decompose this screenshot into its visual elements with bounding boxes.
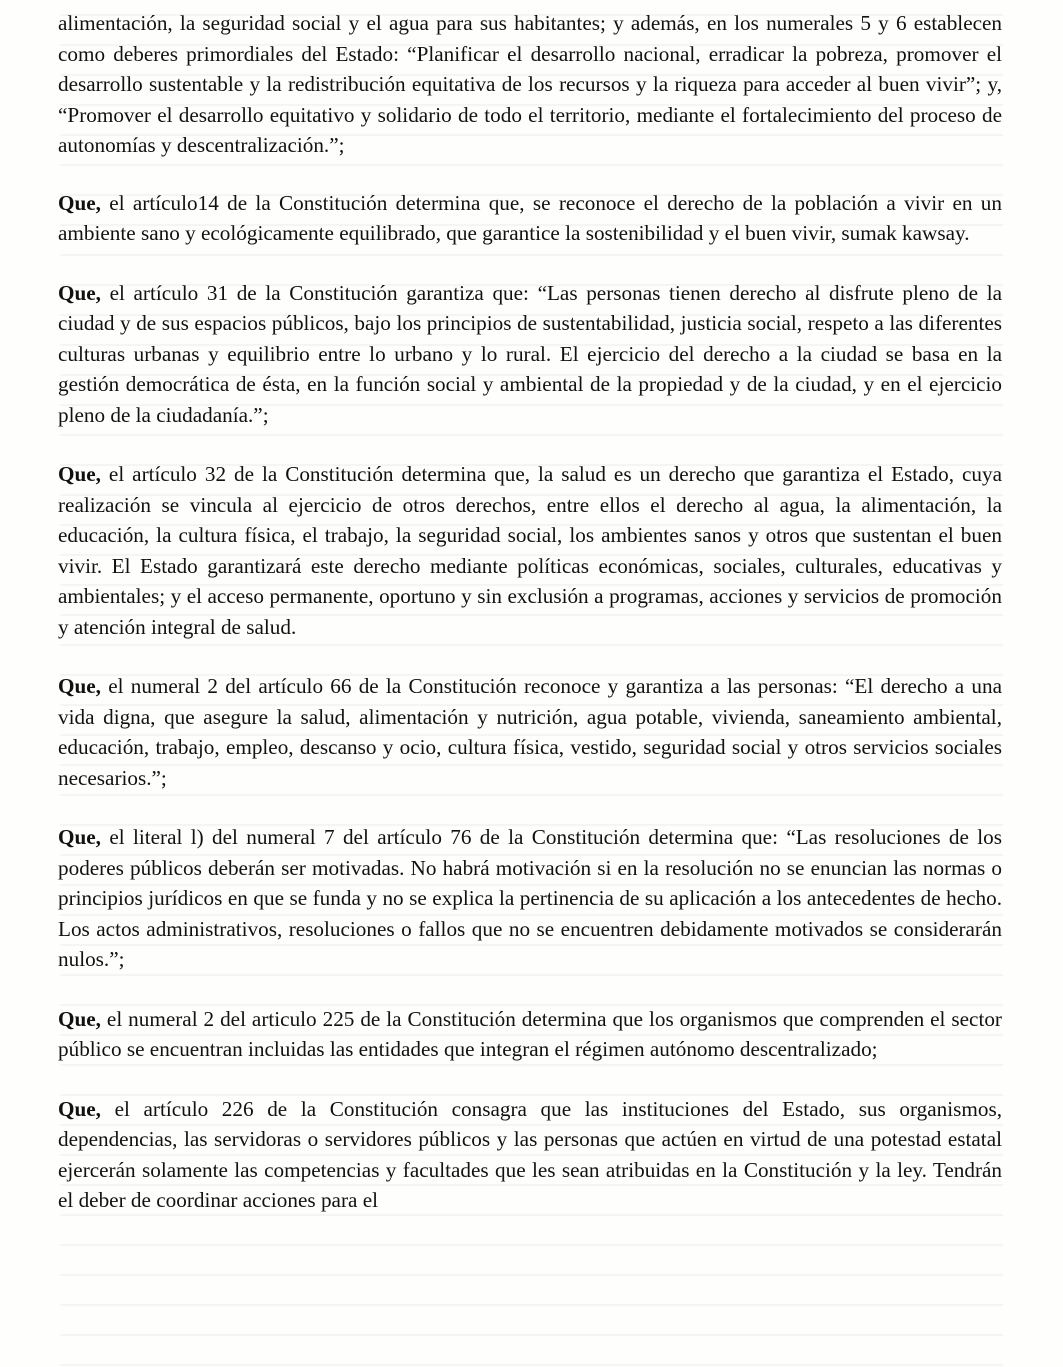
paragraph-lead: Que, — [58, 462, 101, 486]
paragraph-text: el numeral 2 del articulo 225 de la Constitución determina que los organismos que comprenden el sector público se encuentran incluidas las entidades que integran el régimen autónomo descentralizado; — [58, 1006, 1002, 1061]
paragraph-article-226 — [58, 1094, 1002, 1216]
paragraph-lead: Que, — [58, 674, 101, 698]
paragraph-lead: Que, — [58, 1096, 101, 1121]
paragraph-lead: Que, — [58, 280, 101, 305]
paragraph-article-32 — [58, 459, 1002, 642]
paragraph-lead: Que, — [58, 825, 101, 849]
paragraph-article-225 — [58, 1004, 1002, 1065]
paragraph-lead: Que, — [58, 1006, 101, 1031]
paragraph-text: el numeral 2 del artículo 66 de la Constitución reconoce y garantiza a las personas: “El derecho a una vida digna, que asegure la salud, alimentación y nutrición, agua potable, vivienda, saneamiento ambiental, educación, trabajo, empleo, descanso y ocio, cultura física, vestido, seguridad social y otros servicios sociales necesarios.”; — [58, 674, 1002, 790]
paragraph-text: el literal l) del numeral 7 del artículo 76 de la Constitución determina que: “Las resoluciones de los poderes públicos deberán ser motivadas. No habrá motivación si en la resolución no se enuncian las normas o principios jurídicos en que se funda y no se explica la pertinencia de su aplicación a los antecedentes de hecho. Los actos administrativos, resoluciones o fallos que no se encuentren debidamente motivados se considerarán nulos.”; — [58, 825, 1002, 971]
paragraph-article-31 — [58, 278, 1002, 431]
paragraph-text: el artículo14 de la Constitución determina que, se reconoce el derecho de la población a vivir en un ambiente sano y ecológicamente equilibrado, que garantice la sostenibilidad y el buen vivir, sumak kawsay. — [58, 190, 1002, 245]
paragraph-text: alimentación, la seguridad social y el agua para sus habitantes; y además, en los numerales 5 y 6 establecen como deberes primordiales del Estado: “Planificar el desarrollo nacional, erradicar la pobreza, promover el desarrollo sustentable y la redistribución equitativa de los recursos y la riqueza para acceder al buen vivir”; y, “Promover el desarrollo equitativo y solidario de todo el territorio, mediante el fortalecimiento del proceso de autonomías y descentralización.”; — [58, 11, 1002, 157]
paragraph-continuation — [58, 8, 1002, 161]
paragraph-lead: Que, — [58, 190, 101, 215]
document-body — [58, 8, 1002, 1245]
paragraph-article-66 — [58, 671, 1002, 793]
paragraph-article-76 — [58, 822, 1002, 975]
paragraph-text: el artículo 226 de la Constitución consagra que las instituciones del Estado, sus organismos, dependencias, las servidoras o servidores públicos y las personas que actúen en virtud de una potestad estatal ejercerán solamente las competencias y facultades que les sean atribuidas en la Constitución y la ley. Tendrán el deber de coordinar acciones para el — [58, 1096, 1002, 1212]
paragraph-text: el artículo 31 de la Constitución garantiza que: “Las personas tienen derecho al disfrute pleno de la ciudad y de sus espacios públicos, bajo los principios de sustentabilidad, justicia social, respeto a las diferentes culturas urbanas y equilibrio entre lo urbano y lo rural. El ejercicio del derecho a la ciudad se basa en la gestión democrática de ésta, en la función social y ambiental de la propiedad y de la ciudad, y en el ejercicio pleno de la ciudadanía.”; — [58, 280, 1002, 427]
paragraph-text: el artículo 32 de la Constitución determina que, la salud es un derecho que garantiza el Estado, cuya realización se vincula al ejercicio de otros derechos, entre ellos el derecho al agua, la alimentación, la educación, la cultura física, el trabajo, la seguridad social, los ambientes sanos y otros que sustentan el buen vivir. El Estado garantizará este derecho mediante políticas económicas, sociales, culturales, educativas y ambientales; y el acceso permanente, oportuno y sin exclusión a programas, acciones y servicios de promoción y atención integral de salud. — [58, 462, 1002, 639]
paragraph-article-14 — [58, 188, 1002, 249]
